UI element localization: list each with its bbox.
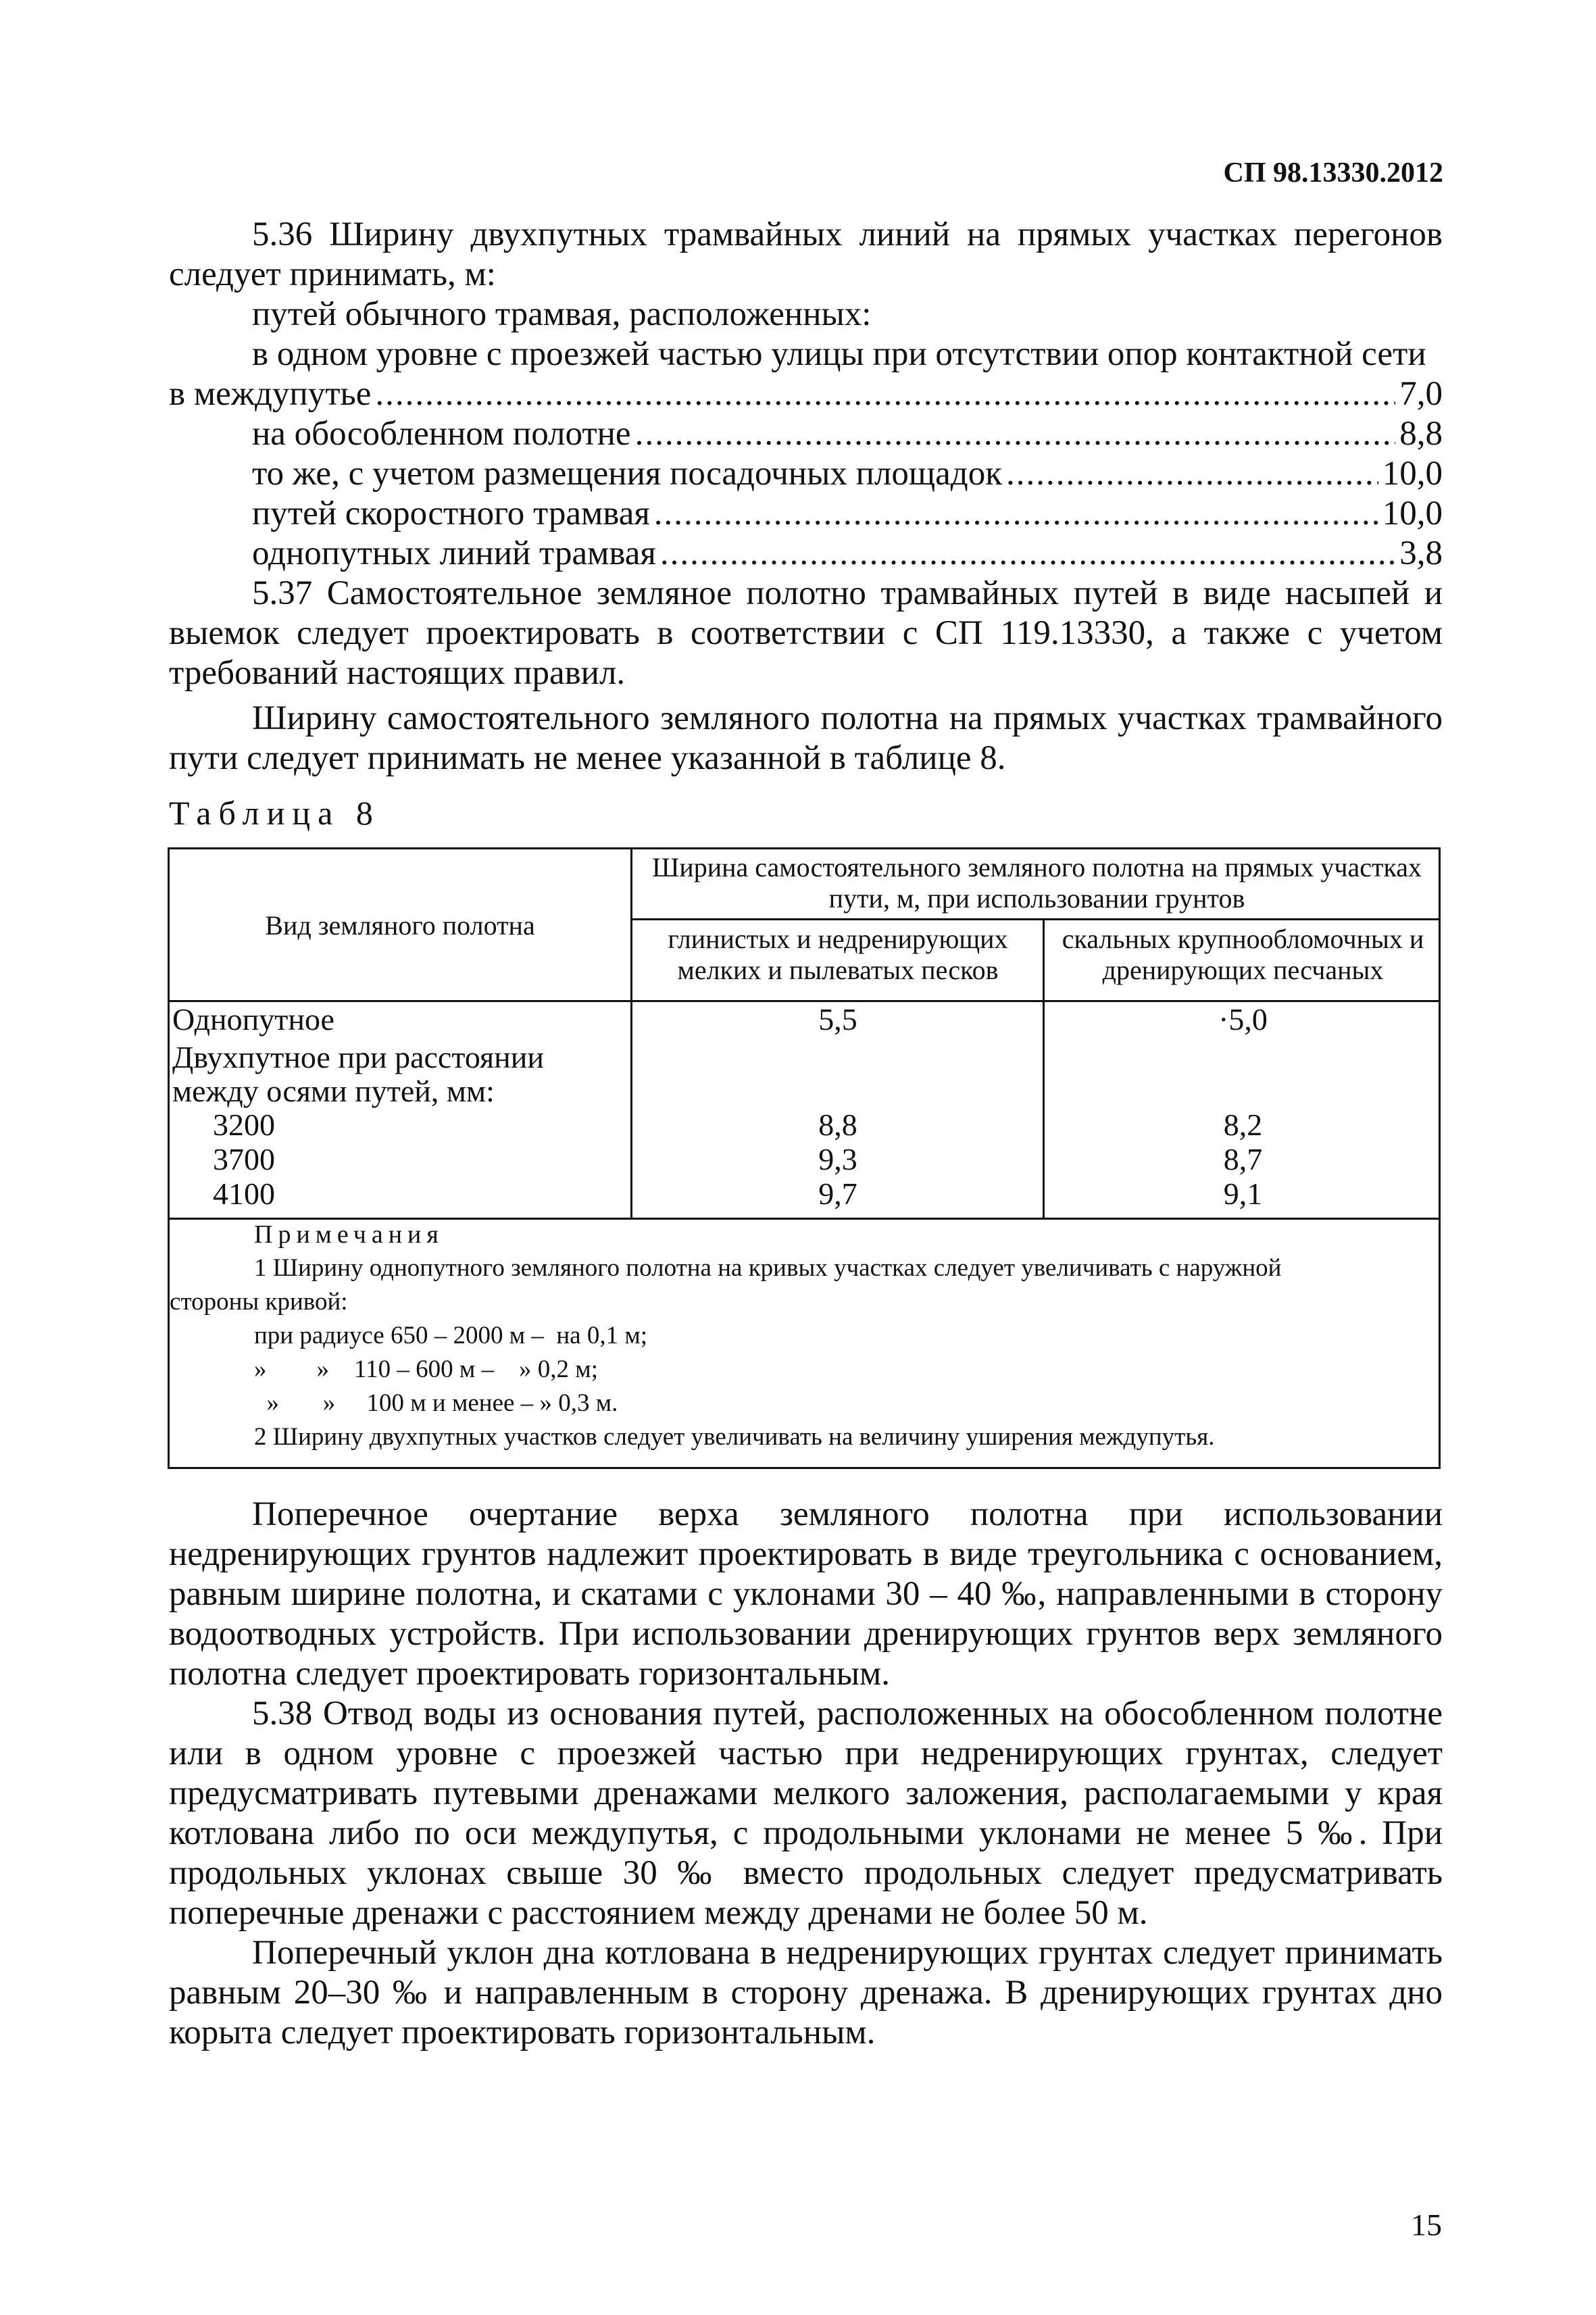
width-item-single-track [169,534,1443,574]
para-5-38: 5.38 Отвод воды из основания путей, расположенных на обособленном полотне или в одном уровне с проезжей частью при недренирующих грунтах, следует предусматривать путевыми дренажами мелкого заложения, располагаемыми у края котлована либо по оси междупутья, с продольными уклонами не менее 5 ‰. При продольных уклонах свыше 30 ‰ вместо продольных следует предусматривать поперечные дренажи с расстоянием между дренами не более 50 м. [169,1695,1443,1932]
section-5-36 [169,215,1443,778]
width-item-label: то же, с учетом размещения посадочных площадок [252,455,1002,493]
note-2: 2 Ширину двухпутных участков следует увеличивать на величину уширения междупутья. [254,1423,1215,1451]
row-3200-v2: 8,2 [1223,1107,1263,1142]
width-item-mezhdupute [169,374,1443,414]
row-single-track-label: Однопутное [172,1002,334,1037]
para-5-37: 5.37 Самостоятельное земляное полотно трамвайных путей в виде насыпей и выемок следует проектировать в соответствии с СП 119.13330, а также с учетом требований настоящих правил. [169,574,1443,692]
header-rock-soils: скальных крупнообломочных и дренирующих песчаных [1062,924,1424,985]
document-code: СП 98.13330.2012 [1223,157,1443,189]
dot-leader [635,414,1396,454]
width-item-express-tram [169,494,1443,534]
para-5-36-intro: 5.36 Ширину двухпутных трамвайных линий на прямых участках перегонов следует принимать, м: [169,216,1443,293]
width-item-platforms [169,454,1443,494]
dot-leader [375,374,1395,414]
note-1-radius-650: при радиусе 650 – 2000 м – на 0,1 м; [254,1322,648,1349]
width-item-value: 3,8 [1399,534,1443,572]
header-clay-soils: глинистых и недренирующих мелких и пылеватых песков [668,924,1008,985]
width-item-value: 10,0 [1382,495,1443,532]
table-8 [168,847,1441,1469]
header-width-group: Ширина самостоятельного земляного полотна на прямых участках пути, м, при использовании грунтов [651,852,1422,914]
dot-leader [654,494,1378,534]
para-5-36-group: путей обычного трамвая, расположенных: [252,295,872,333]
para-cross-section: Поперечное очертание верха земляного полотна при использовании недренирующих грунтов надлежит проектировать в виде треугольника с основанием, равным ширине полотна, и скатами с уклонами 30 – 40 ‰, направленными в сторону водоотводных устройств. При использовании дренирующих грунтов верх земляного полотна следует проектировать горизонтальным. [169,1495,1443,1693]
note-1: 1 Ширину однопутного земляного полотна на кривых участках следует увеличивать с наружной [254,1254,1282,1282]
width-item-label: в междупутье [169,375,372,413]
dot-leader [660,534,1395,574]
row-4100-label: 4100 [213,1176,275,1211]
notes-heading: Примечания [254,1220,444,1249]
row-3200-label: 3200 [213,1107,275,1142]
width-item-separate-bed [169,414,1443,454]
table-notes [170,1218,1439,1454]
row-4100-v1: 9,7 [818,1176,857,1211]
row-single-track-v1: 5,5 [818,1002,857,1037]
row-4100-v2: 9,1 [1223,1176,1263,1211]
row-3700-v1: 9,3 [818,1142,857,1176]
header-soil-bed-type: Вид земляного полотна [265,910,535,941]
note-1-radius-110: » » 110 – 600 м – » 0,2 м; [254,1355,598,1383]
row-3200-v1: 8,8 [818,1107,857,1142]
width-item-value: 10,0 [1382,455,1443,493]
width-item-value: 7,0 [1399,375,1443,413]
row-3700-v2: 8,7 [1223,1142,1263,1176]
row-double-track-label: Двухпутное при расстоянии между осями путей, мм: [172,1040,544,1108]
page-number: 15 [1411,2208,1442,2242]
section-after-table [169,1495,1443,2053]
table-title: Таблица 8 [169,794,380,832]
para-pit-slope: Поперечный уклон дна котлована в недренирующих грунтах следует принимать равным 20–30 ‰ и направленным в сторону дренажа. В дренирующих грунтах дно корыта следует проектировать горизонтальным. [169,1934,1443,2051]
width-item-label: путей скоростного трамвая [252,495,650,532]
para-5-37-table-ref: Ширину самостоятельного земляного полотна на прямых участках трамвайного пути следует принимать не менее указанной в таблице 8. [169,699,1443,777]
dot-leader [1006,454,1378,494]
note-1-radius-100: » » 100 м и менее – » 0,3 м. [254,1389,618,1417]
note-1-cont: стороны кривой: [170,1288,348,1316]
width-item-label: однопутных линий трамвая [252,534,656,572]
width-item-value: 8,8 [1399,415,1443,453]
row-3700-label: 3700 [213,1142,275,1176]
width-item-label: на обособленном полотне [252,415,631,453]
row-single-track-v2: ·5,0 [1218,1002,1268,1037]
para-5-36-item1-line1: в одном уровне с проезжей частью улицы при отсутствии опор контактной сети [252,335,1426,373]
